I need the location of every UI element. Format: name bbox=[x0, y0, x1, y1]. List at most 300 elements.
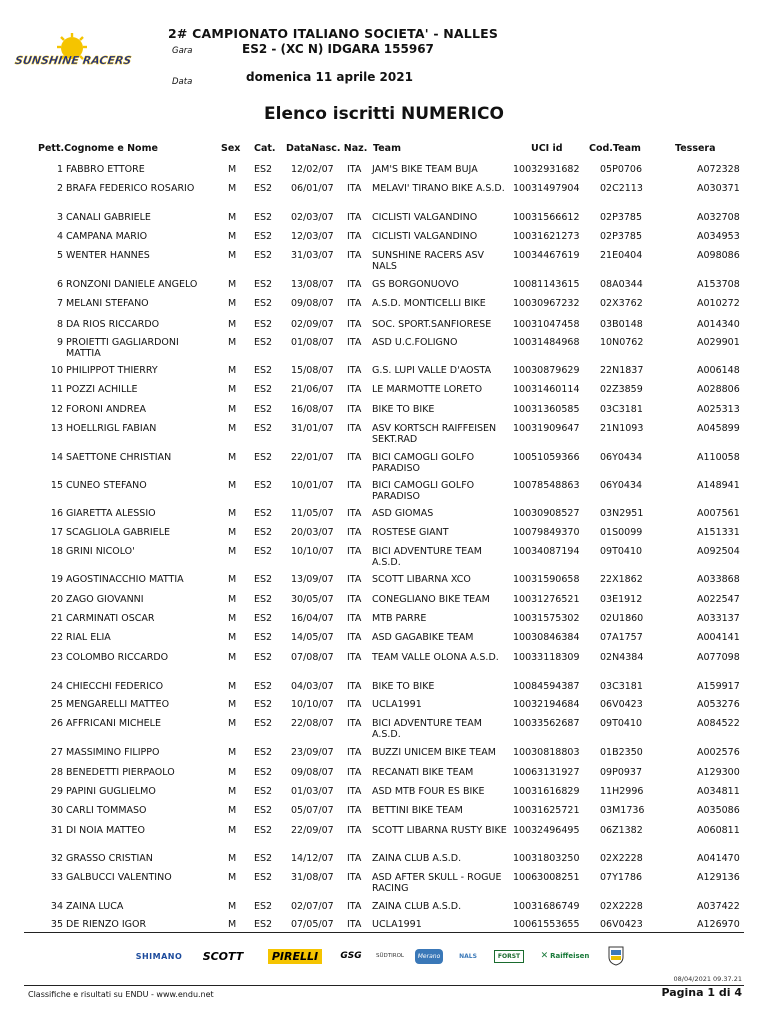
team-code: 21N1093 bbox=[600, 423, 644, 434]
pett: 13 bbox=[50, 423, 63, 434]
team-code: 01S0099 bbox=[600, 527, 643, 538]
cat: ES2 bbox=[254, 164, 273, 175]
birth-date: 11/05/07 bbox=[291, 508, 334, 519]
sex: M bbox=[228, 452, 237, 463]
team-code: 02X2228 bbox=[600, 901, 643, 912]
name: FORONI ANDREA bbox=[66, 404, 146, 415]
tessera: A053276 bbox=[697, 699, 740, 710]
cat: ES2 bbox=[254, 747, 273, 758]
tessera: A002576 bbox=[697, 747, 740, 758]
birth-date: 31/08/07 bbox=[291, 872, 334, 883]
nation: ITA bbox=[347, 786, 362, 797]
team-code: 03M1736 bbox=[600, 805, 645, 816]
nation: ITA bbox=[347, 767, 362, 778]
name: COLOMBO RICCARDO bbox=[66, 652, 169, 663]
uci-id: 10061553655 bbox=[513, 919, 580, 930]
cat: ES2 bbox=[254, 452, 273, 463]
sex: M bbox=[228, 853, 237, 864]
uci-id: 10033118309 bbox=[513, 652, 580, 663]
name: BRAFA FEDERICO ROSARIO bbox=[66, 183, 195, 194]
merano-logo: Merano bbox=[414, 944, 444, 968]
team-code: 22X1862 bbox=[600, 574, 643, 585]
team-code: 02X2228 bbox=[600, 853, 643, 864]
print-timestamp: 08/04/2021 09.37.21 bbox=[673, 975, 742, 983]
name: RIAL ELIA bbox=[66, 632, 111, 643]
tessera: A041470 bbox=[697, 853, 740, 864]
tessera: A110058 bbox=[697, 452, 740, 463]
team-code: 05P0706 bbox=[600, 164, 642, 175]
gsg-logo: GSG bbox=[340, 951, 362, 961]
sex: M bbox=[228, 365, 237, 376]
team: BICI ADVENTURE TEAM A.S.D. bbox=[372, 718, 482, 740]
gara-value: ES2 - (XC N) IDGARA 155967 bbox=[242, 42, 434, 56]
team: BICI CAMOGLI GOLFO PARADISO bbox=[372, 480, 475, 502]
team: MTB PARRE bbox=[372, 613, 427, 624]
team: BETTINI BIKE TEAM bbox=[372, 805, 463, 816]
tessera: A060811 bbox=[697, 825, 740, 836]
team-code: 02P3785 bbox=[600, 231, 642, 242]
nation: ITA bbox=[347, 298, 362, 309]
pett: 35 bbox=[50, 919, 63, 930]
birth-date: 16/08/07 bbox=[291, 404, 334, 415]
sex: M bbox=[228, 681, 237, 692]
name: PHILIPPOT THIERRY bbox=[66, 365, 158, 376]
uci-id: 10034467619 bbox=[513, 250, 580, 261]
uci-id: 10031616829 bbox=[513, 786, 580, 797]
col-tessera: Tessera bbox=[675, 143, 716, 154]
sex: M bbox=[228, 919, 237, 930]
nation: ITA bbox=[347, 527, 362, 538]
birth-date: 31/03/07 bbox=[291, 250, 334, 261]
nation: ITA bbox=[347, 699, 362, 710]
pett: 8 bbox=[56, 319, 63, 330]
birth-date: 16/04/07 bbox=[291, 613, 334, 624]
team-code: 02U1860 bbox=[600, 613, 644, 624]
tessera: A084522 bbox=[697, 718, 740, 729]
nation: ITA bbox=[347, 901, 362, 912]
tessera: A028806 bbox=[697, 384, 740, 395]
team: UCLA1991 bbox=[372, 699, 422, 710]
team-code: 06Y0434 bbox=[600, 480, 643, 491]
team: CICLISTI VALGANDINO bbox=[372, 231, 478, 242]
uci-id: 10031621273 bbox=[513, 231, 580, 242]
birth-date: 10/10/07 bbox=[291, 699, 334, 710]
cat: ES2 bbox=[254, 279, 273, 290]
uci-id: 10030879629 bbox=[513, 365, 580, 376]
sex: M bbox=[228, 594, 237, 605]
name: DA RIOS RICCARDO bbox=[66, 319, 160, 330]
name: BENEDETTI PIERPAOLO bbox=[66, 767, 175, 778]
tessera: A092504 bbox=[697, 546, 740, 557]
tessera: A129136 bbox=[697, 872, 740, 883]
cat: ES2 bbox=[254, 337, 273, 348]
uci-id: 10031460114 bbox=[513, 384, 580, 395]
logo-text: SUNSHINE RACERS bbox=[14, 54, 133, 67]
nation: ITA bbox=[347, 404, 362, 415]
tessera: A129300 bbox=[697, 767, 740, 778]
sex: M bbox=[228, 384, 237, 395]
nation: ITA bbox=[347, 574, 362, 585]
data-label: Data bbox=[172, 77, 193, 87]
team: RECANATI BIKE TEAM bbox=[372, 767, 474, 778]
championship-title: 2# CAMPIONATO ITALIANO SOCIETA' - NALLES bbox=[168, 26, 499, 41]
uci-id: 10031590658 bbox=[513, 574, 580, 585]
team-code: 02P3785 bbox=[600, 212, 642, 223]
name: CAMPANA MARIO bbox=[66, 231, 148, 242]
sex: M bbox=[228, 632, 237, 643]
name: RONZONI DANIELE ANGELO bbox=[66, 279, 198, 290]
team: GS BORGONUOVO bbox=[372, 279, 459, 290]
name: AGOSTINACCHIO MATTIA bbox=[66, 574, 184, 585]
sex: M bbox=[228, 613, 237, 624]
uci-id: 10031803250 bbox=[513, 853, 580, 864]
uci-id: 10079849370 bbox=[513, 527, 580, 538]
sex: M bbox=[228, 574, 237, 585]
cat: ES2 bbox=[254, 594, 273, 605]
team: BIKE TO BIKE bbox=[372, 404, 435, 415]
name: ZAINA LUCA bbox=[66, 901, 124, 912]
pett: 3 bbox=[56, 212, 63, 223]
uci-id: 10063131927 bbox=[513, 767, 580, 778]
pett: 7 bbox=[56, 298, 63, 309]
cat: ES2 bbox=[254, 384, 273, 395]
name: SCAGLIOLA GABRIELE bbox=[66, 527, 171, 538]
nation: ITA bbox=[347, 546, 362, 557]
name: POZZI ACHILLE bbox=[66, 384, 138, 395]
team: ASD MTB FOUR ES BIKE bbox=[372, 786, 485, 797]
uci-id: 10081143615 bbox=[513, 279, 580, 290]
team-code: 06Z1382 bbox=[600, 825, 643, 836]
tessera: A159917 bbox=[697, 681, 740, 692]
sex: M bbox=[228, 212, 237, 223]
cat: ES2 bbox=[254, 480, 273, 491]
team: SCOTT LIBARNA XCO bbox=[372, 574, 471, 585]
nation: ITA bbox=[347, 747, 362, 758]
sex: M bbox=[228, 652, 237, 663]
team: ASV KORTSCH RAIFFEISEN SEKT.RAD bbox=[372, 423, 497, 445]
nation: ITA bbox=[347, 423, 362, 434]
name: CANALI GABRIELE bbox=[66, 212, 151, 223]
col-cat: Cat. bbox=[254, 143, 276, 154]
team: LE MARMOTTE LORETO bbox=[372, 384, 483, 395]
pett: 26 bbox=[50, 718, 63, 729]
col-cod-team: Cod.Team bbox=[589, 143, 641, 154]
cat: ES2 bbox=[254, 718, 273, 729]
name: GIARETTA ALESSIO bbox=[66, 508, 156, 519]
name: PROIETTI GAGLIARDONI MATTIA bbox=[66, 337, 179, 359]
team: A.S.D. MONTICELLI BIKE bbox=[372, 298, 486, 309]
uci-id: 10031484968 bbox=[513, 337, 580, 348]
tessera: A022547 bbox=[697, 594, 740, 605]
tessera: A034811 bbox=[697, 786, 740, 797]
birth-date: 07/08/07 bbox=[291, 652, 334, 663]
uci-id: 10078548863 bbox=[513, 480, 580, 491]
name: GRASSO CRISTIAN bbox=[66, 853, 153, 864]
sunshine-racers-logo bbox=[14, 33, 133, 77]
birth-date: 09/08/07 bbox=[291, 767, 334, 778]
nation: ITA bbox=[347, 452, 362, 463]
nation: ITA bbox=[347, 718, 362, 729]
gara-label: Gara bbox=[172, 46, 193, 56]
crest-icon bbox=[604, 944, 628, 968]
sponsor-bar bbox=[130, 944, 640, 968]
team-code: 03C3181 bbox=[600, 404, 643, 415]
tessera: A077098 bbox=[697, 652, 740, 663]
birth-date: 20/03/07 bbox=[291, 527, 334, 538]
birth-date: 09/08/07 bbox=[291, 298, 334, 309]
team-code: 03B0148 bbox=[600, 319, 643, 330]
team-code: 22N1837 bbox=[600, 365, 644, 376]
nation: ITA bbox=[347, 681, 362, 692]
name: MASSIMINO FILIPPO bbox=[66, 747, 160, 758]
cat: ES2 bbox=[254, 767, 273, 778]
sex: M bbox=[228, 825, 237, 836]
tessera: A014340 bbox=[697, 319, 740, 330]
pett: 5 bbox=[56, 250, 63, 261]
list-title: Elenco iscritti NUMERICO bbox=[264, 104, 504, 124]
tessera: A098086 bbox=[697, 250, 740, 261]
team: MELAVI' TIRANO BIKE A.S.D. bbox=[372, 183, 505, 194]
col-uci: UCI id bbox=[531, 143, 563, 154]
birth-date: 12/02/07 bbox=[291, 164, 334, 175]
name: HOELLRIGL FABIAN bbox=[66, 423, 157, 434]
team-code: 02Z3859 bbox=[600, 384, 643, 395]
name: WENTER HANNES bbox=[66, 250, 150, 261]
birth-date: 21/06/07 bbox=[291, 384, 334, 395]
team: SCOTT LIBARNA RUSTY BIKE bbox=[372, 825, 507, 836]
uci-id: 10030846384 bbox=[513, 632, 580, 643]
tessera: A030371 bbox=[697, 183, 740, 194]
nation: ITA bbox=[347, 231, 362, 242]
uci-id: 10031360585 bbox=[513, 404, 580, 415]
tessera: A126970 bbox=[697, 919, 740, 930]
col-sex: Sex bbox=[221, 143, 241, 154]
uci-id: 10084594387 bbox=[513, 681, 580, 692]
cat: ES2 bbox=[254, 404, 273, 415]
cat: ES2 bbox=[254, 805, 273, 816]
page-indicator: Pagina 1 di 4 bbox=[661, 986, 742, 999]
nals-logo: NALS bbox=[459, 952, 477, 960]
sex: M bbox=[228, 404, 237, 415]
sex: M bbox=[228, 508, 237, 519]
tessera: A006148 bbox=[697, 365, 740, 376]
pett: 20 bbox=[50, 594, 63, 605]
birth-date: 13/08/07 bbox=[291, 279, 334, 290]
team: G.S. LUPI VALLE D'AOSTA bbox=[372, 365, 492, 376]
tessera: A010272 bbox=[697, 298, 740, 309]
pett: 16 bbox=[50, 508, 63, 519]
birth-date: 07/05/07 bbox=[291, 919, 334, 930]
birth-date: 02/03/07 bbox=[291, 212, 334, 223]
pett: 10 bbox=[50, 365, 63, 376]
sex: M bbox=[228, 767, 237, 778]
uci-id: 10031686749 bbox=[513, 901, 580, 912]
sudtirol-logo: SÜDTIROL bbox=[376, 953, 404, 959]
team-code: 10N0762 bbox=[600, 337, 644, 348]
nation: ITA bbox=[347, 825, 362, 836]
team: BUZZI UNICEM BIKE TEAM bbox=[372, 747, 496, 758]
name: GRINI NICOLO' bbox=[66, 546, 135, 557]
nation: ITA bbox=[347, 250, 362, 261]
team: ASD GIOMAS bbox=[372, 508, 434, 519]
sex: M bbox=[228, 805, 237, 816]
sex: M bbox=[228, 786, 237, 797]
cat: ES2 bbox=[254, 872, 273, 883]
tessera: A045899 bbox=[697, 423, 740, 434]
nation: ITA bbox=[347, 384, 362, 395]
tessera: A007561 bbox=[697, 508, 740, 519]
pett: 14 bbox=[50, 452, 63, 463]
uci-id: 10031575302 bbox=[513, 613, 580, 624]
cat: ES2 bbox=[254, 423, 273, 434]
pett: 30 bbox=[50, 805, 63, 816]
team-code: 01B2350 bbox=[600, 747, 643, 758]
col-datanasc-naz: DataNasc. Naz. bbox=[286, 143, 368, 154]
team-code: 02X3762 bbox=[600, 298, 643, 309]
raiffeisen-icon: ✕ bbox=[540, 951, 549, 961]
nation: ITA bbox=[347, 594, 362, 605]
uci-id: 10030908527 bbox=[513, 508, 580, 519]
pett: 15 bbox=[50, 480, 63, 491]
pett: 9 bbox=[56, 337, 63, 348]
birth-date: 14/12/07 bbox=[291, 853, 334, 864]
uci-id: 10030967232 bbox=[513, 298, 580, 309]
name: CHIECCHI FEDERICO bbox=[66, 681, 164, 692]
cat: ES2 bbox=[254, 919, 273, 930]
birth-date: 10/01/07 bbox=[291, 480, 334, 491]
cat: ES2 bbox=[254, 319, 273, 330]
sex: M bbox=[228, 718, 237, 729]
pett: 31 bbox=[50, 825, 63, 836]
uci-id: 10031566612 bbox=[513, 212, 580, 223]
team-code: 09T0410 bbox=[600, 546, 643, 557]
cat: ES2 bbox=[254, 212, 273, 223]
nation: ITA bbox=[347, 919, 362, 930]
pett: 21 bbox=[50, 613, 63, 624]
team: SUNSHINE RACERS ASV NALS bbox=[372, 250, 485, 272]
team-code: 03N2951 bbox=[600, 508, 644, 519]
cat: ES2 bbox=[254, 699, 273, 710]
sex: M bbox=[228, 423, 237, 434]
team: BIKE TO BIKE bbox=[372, 681, 435, 692]
pett: 32 bbox=[50, 853, 63, 864]
nation: ITA bbox=[347, 337, 362, 348]
sex: M bbox=[228, 183, 237, 194]
pett: 12 bbox=[50, 404, 63, 415]
birth-date: 30/05/07 bbox=[291, 594, 334, 605]
team: JAM'S BIKE TEAM BUJA bbox=[372, 164, 478, 175]
name: CARLI TOMMASO bbox=[66, 805, 147, 816]
sex: M bbox=[228, 279, 237, 290]
tessera: A034953 bbox=[697, 231, 740, 242]
name: AFFRICANI MICHELE bbox=[66, 718, 161, 729]
birth-date: 22/08/07 bbox=[291, 718, 334, 729]
tessera: A033868 bbox=[697, 574, 740, 585]
footer-bottom-divider bbox=[24, 985, 744, 986]
name: MELANI STEFANO bbox=[66, 298, 149, 309]
cat: ES2 bbox=[254, 574, 273, 585]
nation: ITA bbox=[347, 613, 362, 624]
table-header bbox=[0, 143, 768, 157]
shimano-logo: SHIMANO bbox=[135, 951, 183, 961]
pett: 34 bbox=[50, 901, 63, 912]
scott-logo: SCOTT bbox=[202, 949, 244, 963]
tessera: A072328 bbox=[697, 164, 740, 175]
team-code: 02N4384 bbox=[600, 652, 644, 663]
pett: 1 bbox=[56, 164, 63, 175]
pett: 28 bbox=[50, 767, 63, 778]
birth-date: 31/01/07 bbox=[291, 423, 334, 434]
pett: 11 bbox=[50, 384, 63, 395]
pett: 29 bbox=[50, 786, 63, 797]
cat: ES2 bbox=[254, 231, 273, 242]
team: CONEGLIANO BIKE TEAM bbox=[372, 594, 490, 605]
team: ASD GAGABIKE TEAM bbox=[372, 632, 474, 643]
sex: M bbox=[228, 699, 237, 710]
uci-id: 10031497904 bbox=[513, 183, 580, 194]
tessera: A148941 bbox=[697, 480, 740, 491]
team-code: 03C3181 bbox=[600, 681, 643, 692]
nation: ITA bbox=[347, 872, 362, 883]
team: ZAINA CLUB A.S.D. bbox=[372, 853, 462, 864]
cat: ES2 bbox=[254, 786, 273, 797]
raiffeisen-logo: ✕ Raiffeisen bbox=[540, 951, 590, 961]
team: ASD AFTER SKULL - ROGUE RACING bbox=[372, 872, 502, 894]
footer-credits: Classifiche e risultati su ENDU - www.endu.net bbox=[28, 990, 214, 999]
tessera: A033137 bbox=[697, 613, 740, 624]
sex: M bbox=[228, 319, 237, 330]
team-code: 07A1757 bbox=[600, 632, 643, 643]
pett: 17 bbox=[50, 527, 63, 538]
tessera: A035086 bbox=[697, 805, 740, 816]
team-code: 02C2113 bbox=[600, 183, 643, 194]
tessera: A032708 bbox=[697, 212, 740, 223]
birth-date: 01/03/07 bbox=[291, 786, 334, 797]
team: BICI ADVENTURE TEAM A.S.D. bbox=[372, 546, 482, 568]
cat: ES2 bbox=[254, 298, 273, 309]
cat: ES2 bbox=[254, 825, 273, 836]
cat: ES2 bbox=[254, 250, 273, 261]
cat: ES2 bbox=[254, 527, 273, 538]
team-code: 06V0423 bbox=[600, 919, 643, 930]
forst-logo: FORST bbox=[492, 944, 526, 968]
pett: 22 bbox=[50, 632, 63, 643]
sex: M bbox=[228, 901, 237, 912]
nation: ITA bbox=[347, 480, 362, 491]
birth-date: 22/09/07 bbox=[291, 825, 334, 836]
birth-date: 23/09/07 bbox=[291, 747, 334, 758]
pett: 19 bbox=[50, 574, 63, 585]
name: ZAGO GIOVANNI bbox=[66, 594, 144, 605]
tessera: A153708 bbox=[697, 279, 740, 290]
tessera: A029901 bbox=[697, 337, 740, 348]
sex: M bbox=[228, 164, 237, 175]
sex: M bbox=[228, 480, 237, 491]
nation: ITA bbox=[347, 508, 362, 519]
pirelli-logo: PIRELLI bbox=[260, 944, 330, 968]
tessera: A025313 bbox=[697, 404, 740, 415]
uci-id: 10031909647 bbox=[513, 423, 580, 434]
pett: 6 bbox=[56, 279, 63, 290]
team: SOC. SPORT.SANFIORESE bbox=[372, 319, 492, 330]
tessera: A151331 bbox=[697, 527, 740, 538]
team-code: 06Y0434 bbox=[600, 452, 643, 463]
team: UCLA1991 bbox=[372, 919, 422, 930]
birth-date: 02/09/07 bbox=[291, 319, 334, 330]
team-code: 11H2996 bbox=[600, 786, 644, 797]
nation: ITA bbox=[347, 212, 362, 223]
birth-date: 10/10/07 bbox=[291, 546, 334, 557]
